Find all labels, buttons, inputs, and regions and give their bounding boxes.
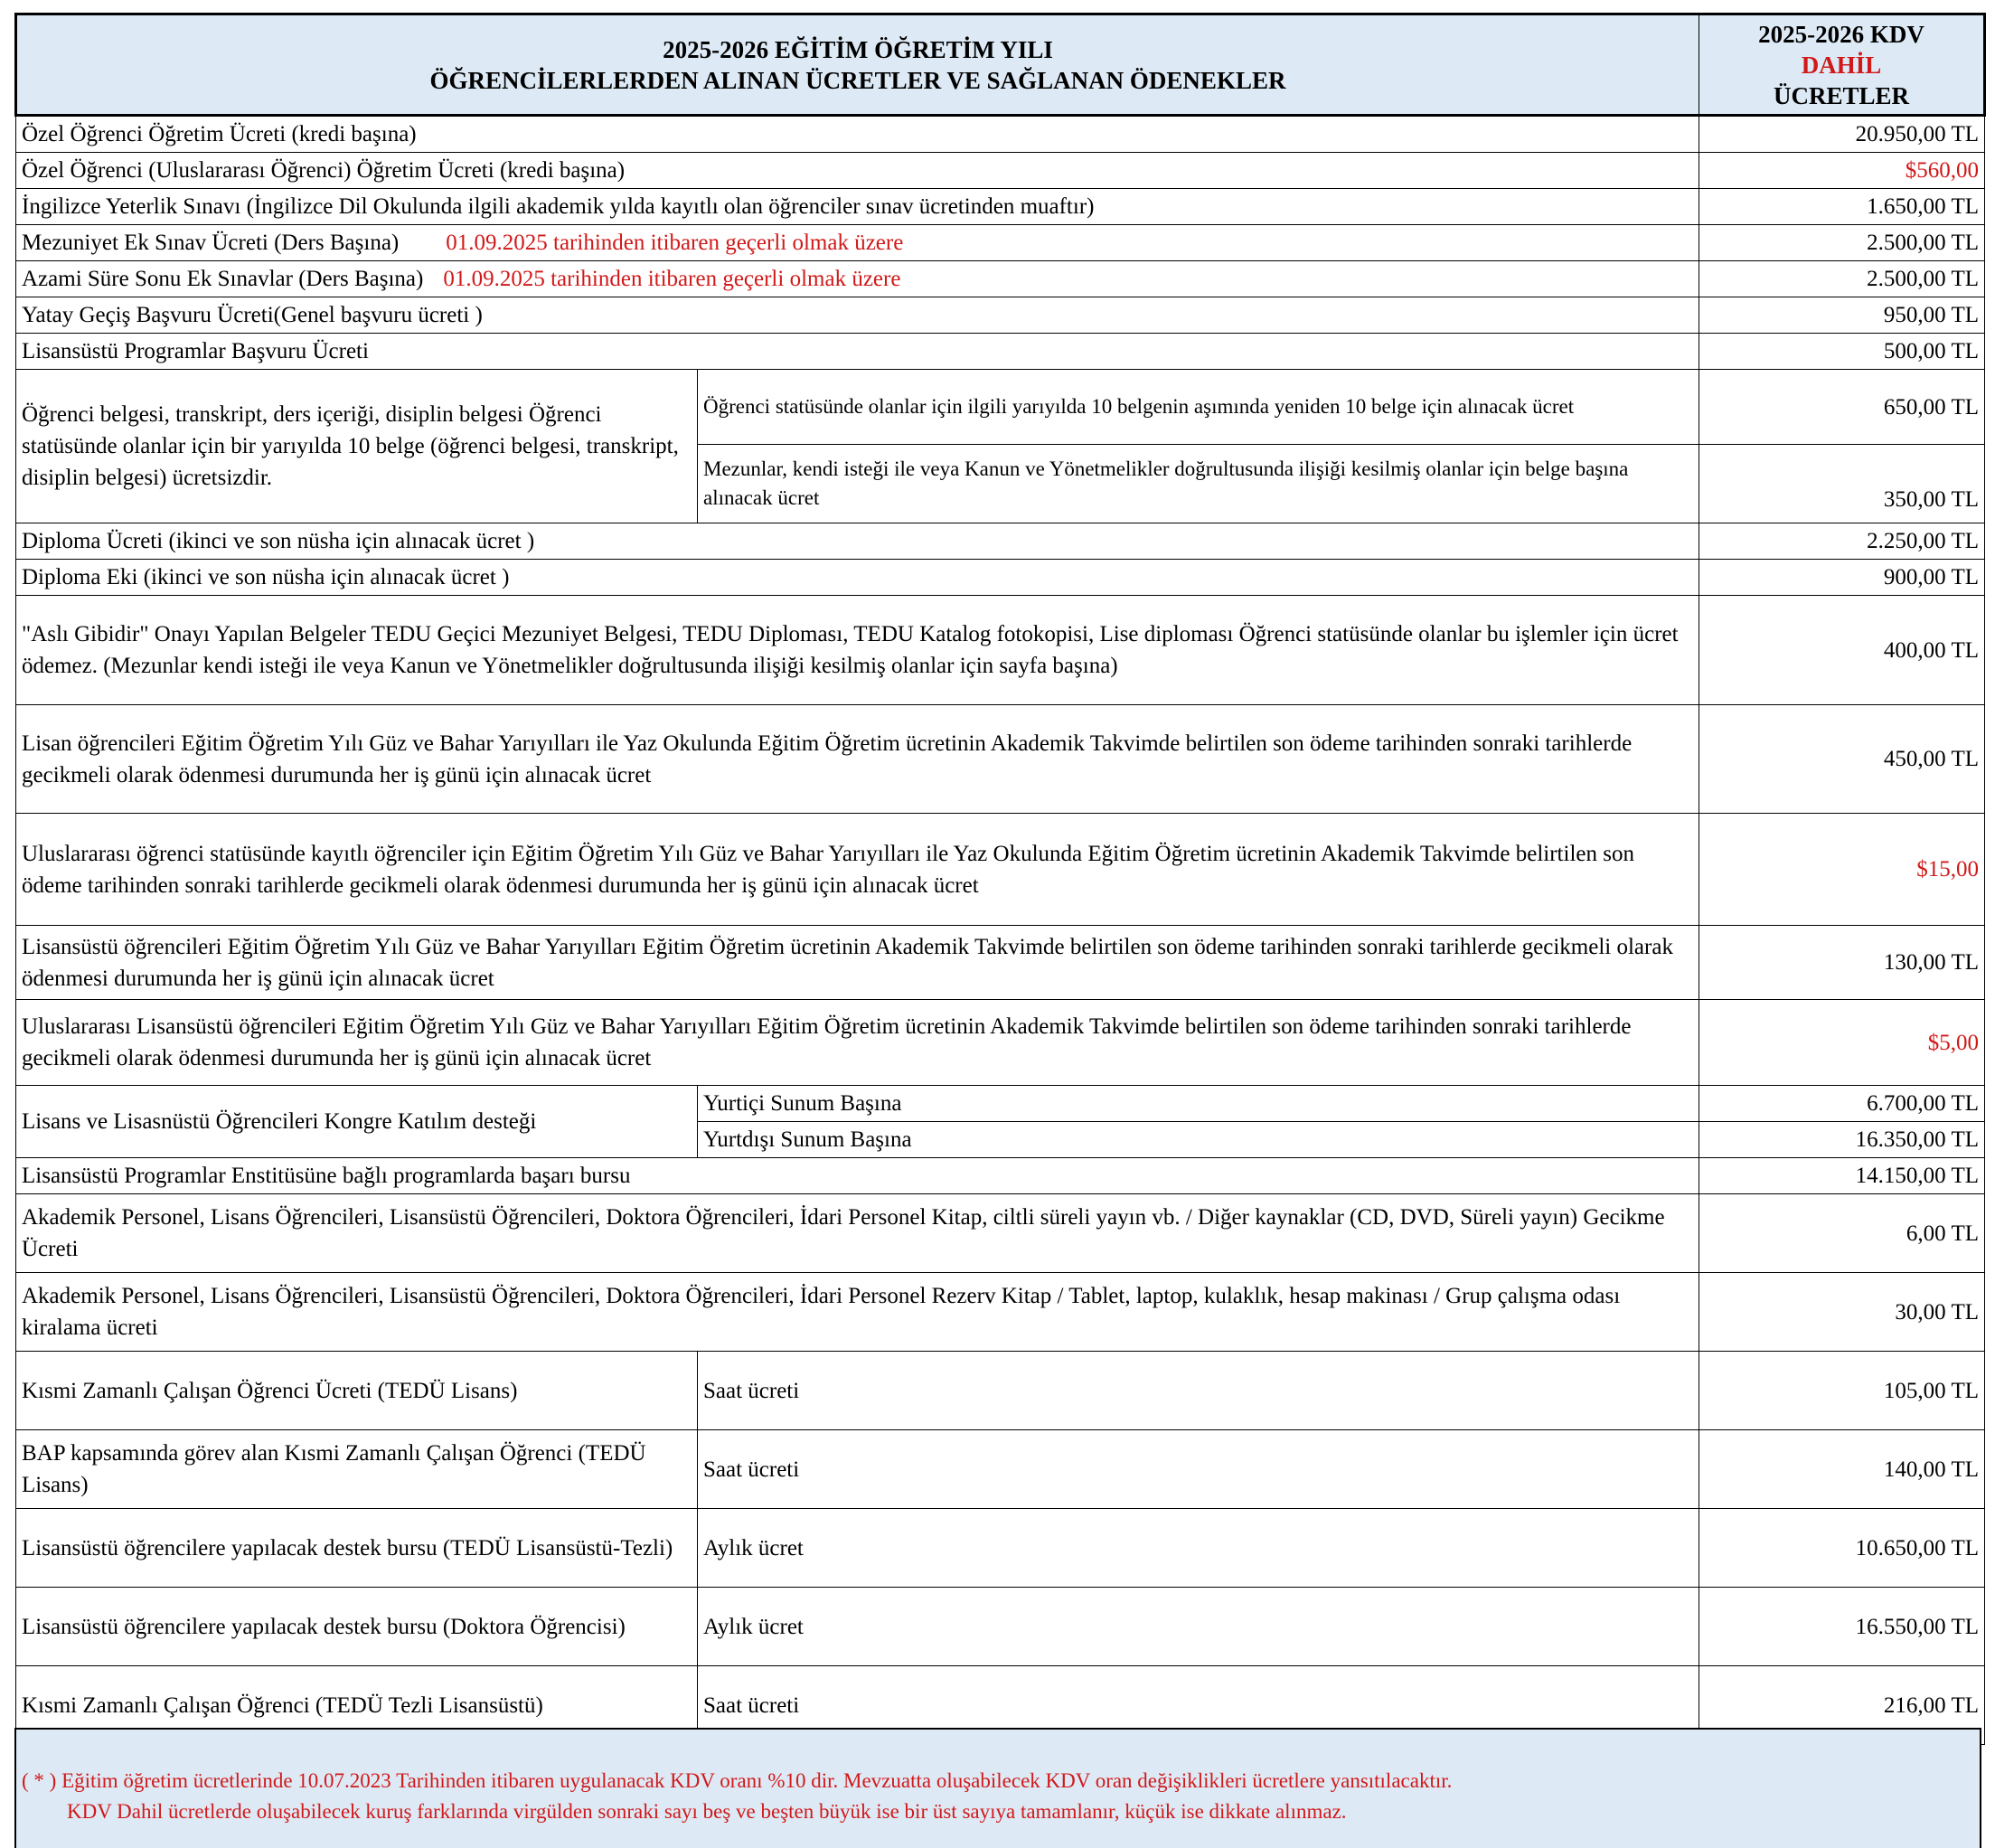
row-value: 16.350,00 TL bbox=[1699, 1122, 1985, 1158]
row-label: Azami Süre Sonu Ek Sınavlar (Ders Başına) bbox=[22, 267, 424, 291]
row-value: 650,00 TL bbox=[1699, 370, 1985, 445]
footnote-line-2: KDV Dahil ücretlerde oluşabilecek kuruş farklarında virgülden sonraki sayı beş ve beşten büyük ise bir üst sayıya tamamlanır, küçük ise dikkate alınmaz. bbox=[67, 1800, 1347, 1823]
row-label-with-note bbox=[16, 261, 1699, 297]
table-row bbox=[16, 1273, 1985, 1352]
footnote-box bbox=[14, 1728, 1981, 1848]
row-value: $5,00 bbox=[1699, 1000, 1985, 1086]
table-row bbox=[16, 1194, 1985, 1273]
table-row bbox=[16, 560, 1985, 596]
table-title bbox=[16, 14, 1699, 116]
table-row bbox=[16, 261, 1985, 297]
row-label: Lisansüstü öğrencilere yapılacak destek bursu (TEDÜ Lisansüstü-Tezli) bbox=[16, 1509, 698, 1588]
row-label: Diploma Eki (ikinci ve son nüsha için alınacak ücret ) bbox=[16, 560, 1699, 596]
row-value: 140,00 TL bbox=[1699, 1430, 1985, 1509]
table-row bbox=[16, 1352, 1985, 1430]
row-label: Akademik Personel, Lisans Öğrencileri, Lisansüstü Öğrencileri, Doktora Öğrencileri, İdari Personel Kitap, ciltli süreli yayın vb. / Diğer kaynaklar (CD, DVD, Süreli yayın) Gecikme Ücreti bbox=[16, 1194, 1699, 1273]
column-header-line-3: ÜCRETLER bbox=[1773, 81, 1910, 109]
row-label: Lisans ve Lisasnüstü Öğrencileri Kongre Katılım desteği bbox=[16, 1086, 698, 1158]
row-value: 350,00 TL bbox=[1699, 445, 1985, 523]
row-note: 01.09.2025 tarihinden itibaren geçerli olmak üzere bbox=[443, 267, 901, 291]
title-line-2: ÖĞRENCİLERLERDEN ALINAN ÜCRETLER VE SAĞLANAN ÖDENEKLER bbox=[429, 66, 1286, 94]
table-row bbox=[16, 1158, 1985, 1194]
table-row bbox=[16, 1430, 1985, 1509]
row-label-with-note bbox=[16, 225, 1699, 261]
fee-table bbox=[14, 13, 1986, 1745]
table-row bbox=[16, 523, 1985, 560]
table-row bbox=[16, 189, 1985, 225]
row-value: 16.550,00 TL bbox=[1699, 1588, 1985, 1666]
row-unit: Aylık ücret bbox=[698, 1588, 1699, 1666]
table-row bbox=[16, 297, 1985, 334]
fee-table-container bbox=[14, 13, 1983, 1745]
row-unit: Saat ücreti bbox=[698, 1430, 1699, 1509]
footnote-line-1: ( * ) Eğitim öğretim ücretlerinde 10.07.2023 Tarihinden itibaren uygulanacak KDV oranı %10 dir. Mevzuatta oluşabilecek KDV oran değişiklikleri ücretlere yansıtılacaktır. bbox=[22, 1769, 1453, 1792]
table-row bbox=[16, 370, 1985, 445]
row-value: 500,00 TL bbox=[1699, 334, 1985, 370]
row-value: 1.650,00 TL bbox=[1699, 189, 1985, 225]
row-value: $560,00 bbox=[1699, 153, 1985, 189]
row-unit: Saat ücreti bbox=[698, 1666, 1699, 1745]
row-label: Uluslararası Lisansüstü öğrencileri Eğitim Öğretim Yılı Güz ve Bahar Yarıyılları Eğitim Öğretim ücretinin Akademik Takvimde belirtilen son ödeme tarihinden sonraki tarihlerde gecikmeli olarak ödenmesi durumunda her iş günü için alınacak ücret bbox=[16, 1000, 1699, 1086]
column-header-line-2: DAHİL bbox=[1801, 51, 1882, 79]
table-row bbox=[16, 116, 1985, 153]
table-row bbox=[16, 153, 1985, 189]
row-label: Uluslararası öğrenci statüsünde kayıtlı öğrenciler için Eğitim Öğretim Yılı Güz ve Bahar Yarıyılları ile Yaz Okulunda Eğitim Öğretim ücretinin Akademik Takvimde belirtilen son ödeme tarihinden sonraki tarihlerde gecikmeli olarak ödenmesi durumunda her iş günü için alınacak ücret bbox=[16, 814, 1699, 926]
table-row bbox=[16, 705, 1985, 814]
row-label: Lisansüstü Programlar Başvuru Ücreti bbox=[16, 334, 1699, 370]
row-label: Özel Öğrenci Öğretim Ücreti (kredi başına) bbox=[16, 116, 1699, 153]
title-line-1: 2025-2026 EĞİTİM ÖĞRETİM YILI bbox=[663, 35, 1053, 63]
row-label: Mezuniyet Ek Sınav Ücreti (Ders Başına) bbox=[22, 231, 400, 255]
row-label: Lisan öğrencileri Eğitim Öğretim Yılı Güz ve Bahar Yarıyılları ile Yaz Okulunda Eğitim Öğretim ücretinin Akademik Takvimde belirtilen son ödeme tarihinden sonraki tarihlerde gecikmeli olarak ödenmesi durumunda her iş günü için alınacak ücret bbox=[16, 705, 1699, 814]
table-header-row bbox=[16, 14, 1985, 116]
table-row bbox=[16, 334, 1985, 370]
row-label: Öğrenci belgesi, transkript, ders içeriği, disiplin belgesi Öğrenci statüsünde olanlar için bir yarıyılda 10 belge (öğrenci belgesi, transkript, disiplin belgesi) ücretsizdir. bbox=[16, 370, 698, 523]
row-sub-label: Yurtiçi Sunum Başına bbox=[698, 1086, 1699, 1122]
row-label: Diploma Ücreti (ikinci ve son nüsha için alınacak ücret ) bbox=[16, 523, 1699, 560]
row-sub-label: Yurtdışı Sunum Başına bbox=[698, 1122, 1699, 1158]
row-value: 6.700,00 TL bbox=[1699, 1086, 1985, 1122]
table-row bbox=[16, 1086, 1985, 1122]
row-label: "Aslı Gibidir" Onayı Yapılan Belgeler TEDU Geçici Mezuniyet Belgesi, TEDU Diploması, TEDU Katalog fotokopisi, Lise diploması Öğrenci statüsünde olanlar bu işlemler için ücret ödemez. (Mezunlar kendi isteği ile veya Kanun ve Yönetmelikler doğrultusunda ilişiği kesilmiş olanlar için sayfa başına) bbox=[16, 596, 1699, 705]
row-label: Lisansüstü öğrencileri Eğitim Öğretim Yılı Güz ve Bahar Yarıyılları Eğitim Öğretim ücretinin Akademik Takvimde belirtilen son ödeme tarihinden sonraki tarihlerde gecikmeli olarak ödenmesi durumunda her iş günü için alınacak ücret bbox=[16, 926, 1699, 1000]
row-value: 400,00 TL bbox=[1699, 596, 1985, 705]
table-row bbox=[16, 596, 1985, 705]
row-unit: Saat ücreti bbox=[698, 1352, 1699, 1430]
row-value: 20.950,00 TL bbox=[1699, 116, 1985, 153]
table-row bbox=[16, 1509, 1985, 1588]
table-row bbox=[16, 1000, 1985, 1086]
table-row bbox=[16, 926, 1985, 1000]
row-value: 6,00 TL bbox=[1699, 1194, 1985, 1273]
row-sub-label: Öğrenci statüsünde olanlar için ilgili yarıyılda 10 belgenin aşımında yeniden 10 belge için alınacak ücret bbox=[698, 370, 1699, 445]
row-value: 950,00 TL bbox=[1699, 297, 1985, 334]
row-label: Kısmi Zamanlı Çalışan Öğrenci Ücreti (TEDÜ Lisans) bbox=[16, 1352, 698, 1430]
row-label: Lisansüstü öğrencilere yapılacak destek bursu (Doktora Öğrencisi) bbox=[16, 1588, 698, 1666]
row-value: 450,00 TL bbox=[1699, 705, 1985, 814]
column-header-line-1: 2025-2026 KDV bbox=[1758, 20, 1924, 48]
row-label: Yatay Geçiş Başvuru Ücreti(Genel başvuru ücreti ) bbox=[16, 297, 1699, 334]
row-value: 2.250,00 TL bbox=[1699, 523, 1985, 560]
row-value: 10.650,00 TL bbox=[1699, 1509, 1985, 1588]
row-value: 2.500,00 TL bbox=[1699, 261, 1985, 297]
row-note: 01.09.2025 tarihinden itibaren geçerli olmak üzere bbox=[446, 231, 904, 255]
row-value: 30,00 TL bbox=[1699, 1273, 1985, 1352]
row-label: Lisansüstü Programlar Enstitüsüne bağlı programlarda başarı bursu bbox=[16, 1158, 1699, 1194]
table-row bbox=[16, 814, 1985, 926]
row-value: 130,00 TL bbox=[1699, 926, 1985, 1000]
row-label: Özel Öğrenci (Uluslararası Öğrenci) Öğretim Ücreti (kredi başına) bbox=[16, 153, 1699, 189]
row-value: 14.150,00 TL bbox=[1699, 1158, 1985, 1194]
row-value: 2.500,00 TL bbox=[1699, 225, 1985, 261]
row-unit: Aylık ücret bbox=[698, 1509, 1699, 1588]
row-label: İngilizce Yeterlik Sınavı (İngilizce Dil Okulunda ilgili akademik yılda kayıtlı olan öğrenciler sınav ücretinden muaftır) bbox=[16, 189, 1699, 225]
row-label: Kısmi Zamanlı Çalışan Öğrenci (TEDÜ Tezli Lisansüstü) bbox=[16, 1666, 698, 1745]
price-column-header bbox=[1699, 14, 1985, 116]
row-label: BAP kapsamında görev alan Kısmi Zamanlı Çalışan Öğrenci (TEDÜ Lisans) bbox=[16, 1430, 698, 1509]
row-value: 105,00 TL bbox=[1699, 1352, 1985, 1430]
row-value: 216,00 TL bbox=[1699, 1666, 1985, 1745]
row-label: Akademik Personel, Lisans Öğrencileri, Lisansüstü Öğrencileri, Doktora Öğrencileri, İdari Personel Rezerv Kitap / Tablet, laptop, kulaklık, hesap makinası / Grup çalışma odası kiralama ücreti bbox=[16, 1273, 1699, 1352]
row-value: $15,00 bbox=[1699, 814, 1985, 926]
table-row bbox=[16, 1588, 1985, 1666]
row-value: 900,00 TL bbox=[1699, 560, 1985, 596]
table-row bbox=[16, 225, 1985, 261]
row-sub-label: Mezunlar, kendi isteği ile veya Kanun ve Yönetmelikler doğrultusunda ilişiği kesilmiş olanlar için belge başına alınacak ücret bbox=[698, 445, 1699, 523]
